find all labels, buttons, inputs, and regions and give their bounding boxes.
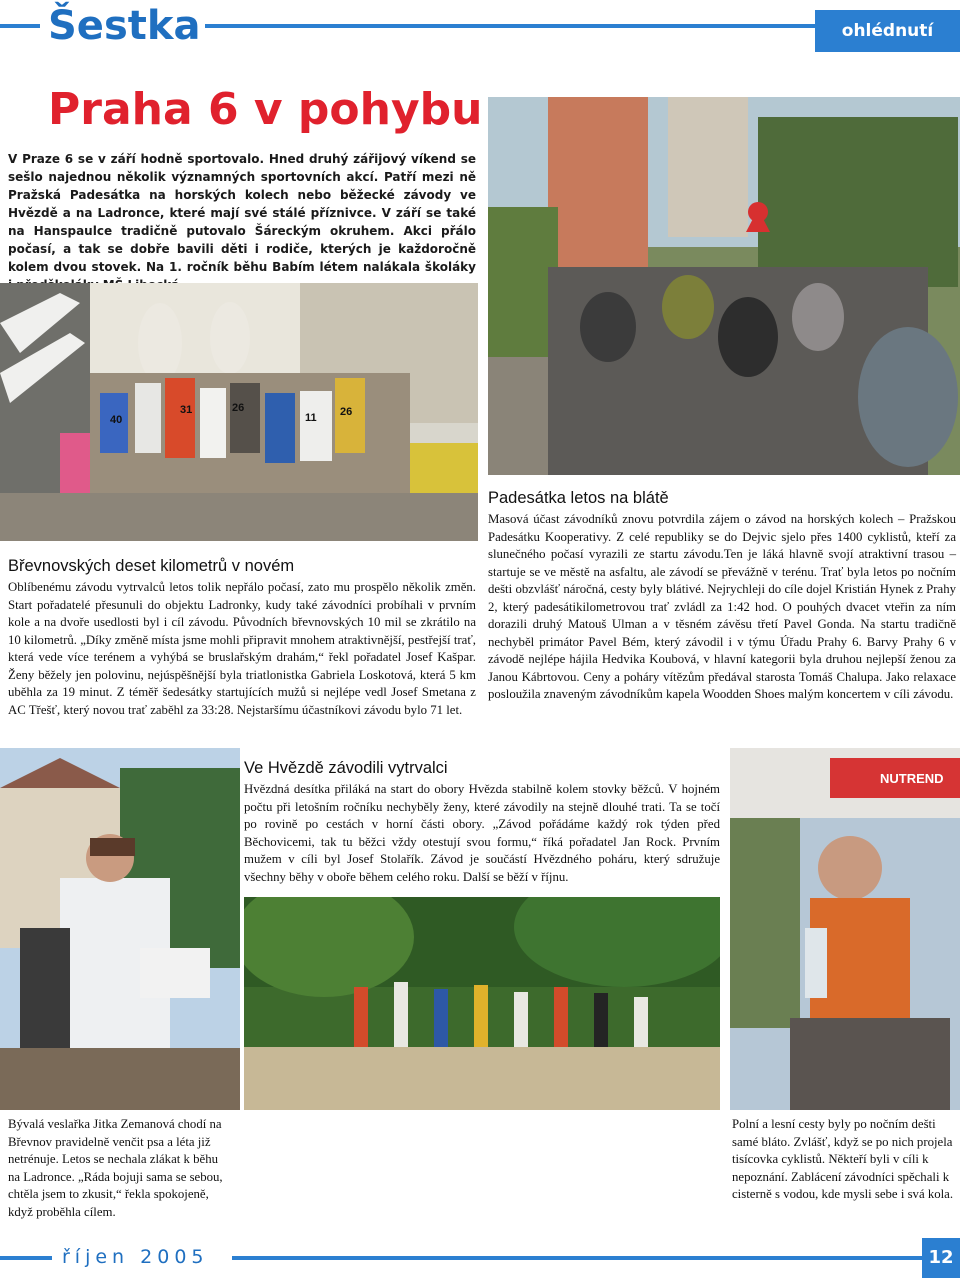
article-padesatka	[488, 488, 956, 704]
bib-number: 26	[232, 402, 245, 414]
article-text: Masová účast závodníků znovu potvrdila zájem o závod na horských kolech – Pražskou Padesátku Kooperativy. Z celé republiky se do Dejvic sjelo přes 1400 cyklistů, kteří za slunečného počasí vyrazili ze startu závodu.Ten je láká hlavně svojí atraktivní trasou – startuje se ve městě na asfaltu, ale závodí se převážně v terénu. Trať byla letos po nočním dešti obzvlášť náročná, cesty byly blátivé. Nejrychleji do cíle dojel Kristián Hynek z Prahy 2, který padesátikilometrovou trať zvládl za 1:42 hod. O pouhých dvacet vteřin za ním dorazili druhý Matouš Ulman a v těsném závěsu třetí Pavel Gonda. Na startu tradičně nechyběl primátor Pavel Bém, který závodil i v týmu Úřadu Prahy 6. Barvy Prahy 6 v závodě nejlépe hájila Hedvika Koubová, v hlavní kategorii byla druhou nejlepší ženou za Janou Kábrtovou. Ceny a poháry vítězům předával starosta Tomáš Chalupa. Jako relaxace posloužila znaveným závodníkům kapela Woodden Shoes malým koncertem v cíli závodu.	[488, 512, 956, 701]
article-title: Padesátka letos na blátě	[488, 489, 669, 507]
photo-runners-start	[0, 283, 478, 541]
bib-number: 40	[110, 414, 123, 426]
article-text: Oblíbenému závodu vytrvalců letos tolik nepřálo počasí, zato mu prospělo několik změn. Start pořadatelé přesunuli do objektu Ladronky, kudy také závodníci probíhali v prvním kole a na dvoře usedlosti byl i cíl závodu. Původních břevnovských 10 mil se zkrátilo na 10 kilometrů. „Díky změně místa jsme mohli připravit mnohem atraktivnější, pestřejší trať, která vede více terénem a vyhýbá se bruslařským drahám,“ řekl pořadatel Josef Kašpar. Ženy běžely jen polovinu, nejúspěšnější byla triatlonistka Gabriela Loskotová, která 5 km uběhla za 19 minut. Z téměř šedesátky startujících mužů si nejlépe vedl Josef Smetana z AC Třešť, který novou trať zaběhl za 33:28. Nejstaršímu účastníkovi závodu bylo 71 let.	[8, 580, 476, 717]
footer-rule-right	[232, 1256, 922, 1260]
page-headline: Praha 6 v pohybu	[48, 84, 483, 135]
bib-number: 26	[340, 406, 353, 418]
photo-cyclists	[488, 97, 960, 475]
footer-date: říjen 2005	[62, 1246, 209, 1268]
photo-runners-park	[244, 897, 720, 1110]
caption-left: Bývalá veslařka Jitka Zemanová chodí na Břevnov pravidelně venčit psa a léta již netrénuje. Letos se nechala zlákat k běhu na Ladronce. „Ráda bojuji sama se sebou, chtěla jsem to zkusit,“ řekla spokojeně, když proběhla cílem.	[8, 1117, 223, 1219]
page-number: 12	[922, 1238, 960, 1278]
header-rule-left	[0, 24, 40, 28]
section-tab: ohlédnutí	[815, 10, 960, 52]
article-hvezda	[244, 758, 720, 886]
photo-runner-finish	[0, 748, 240, 1110]
bib-number: 11	[305, 412, 317, 424]
article-brevnov	[8, 556, 476, 719]
article-text: Hvězdná desítka přiláká na start do obory Hvězda stabilně kolem stovky běžců. V hojném počtu při letošním ročníku nechyběly ženy, které závodily na stejně dlouhé trati. Ta se točí po rovině po cestách v horní části obory. „Závod pořádáme každý rok týden před Běchovicemi, tak tu běžci vždy otestují svou formu,“ říká pořadatel Jan Rock. Prvním mužem v cíli byl Josef Stolařík. Závod je součástí Hvězdného poháru, který sdružuje všechny běhy v oboře během celého roku. Další se běží v říjnu.	[244, 782, 720, 884]
bib-number: 31	[180, 404, 193, 416]
article-title: Břevnovských deset kilometrů v novém	[8, 557, 295, 575]
caption-right: Polní a lesní cesty byly po nočním dešti samé bláto. Zvlášť, když se po nich projela tisícovka cyklistů. Někteří byli v cíli k nepoznání. Zablácení závodníci spěchali k cisterně s vodou, kde mysli sebe i svá kola.	[732, 1117, 954, 1201]
lead-paragraph: V Praze 6 se v září hodně sportovalo. Hned druhý zářijový víkend se sešlo najednou několik významných sportovních akcí. Patří mezi ně Pražská Padesátka na horských kolech nebo běžecké závody ve Hvězdě a na Ladronce, které mají své stálé příznivce. V září se také na Hanspaulce tradičně putovalo Šáreckým okruhem. Akci přálo počasí, a tak se dobře bavili děti i rodiče, kterých je každoročně kolem dvou stovek. Na 1. ročník běhu Babím létem nalákala školáky	[8, 152, 476, 274]
article-title: Ve Hvězdě závodili vytrvalci	[244, 759, 448, 777]
masthead: Šestka	[48, 3, 201, 49]
photo-muddy-cyclist	[730, 748, 960, 1110]
sponsor-banner-text: NUTREND	[880, 771, 944, 786]
header-rule-right	[205, 24, 815, 28]
footer-rule-left	[0, 1256, 52, 1260]
